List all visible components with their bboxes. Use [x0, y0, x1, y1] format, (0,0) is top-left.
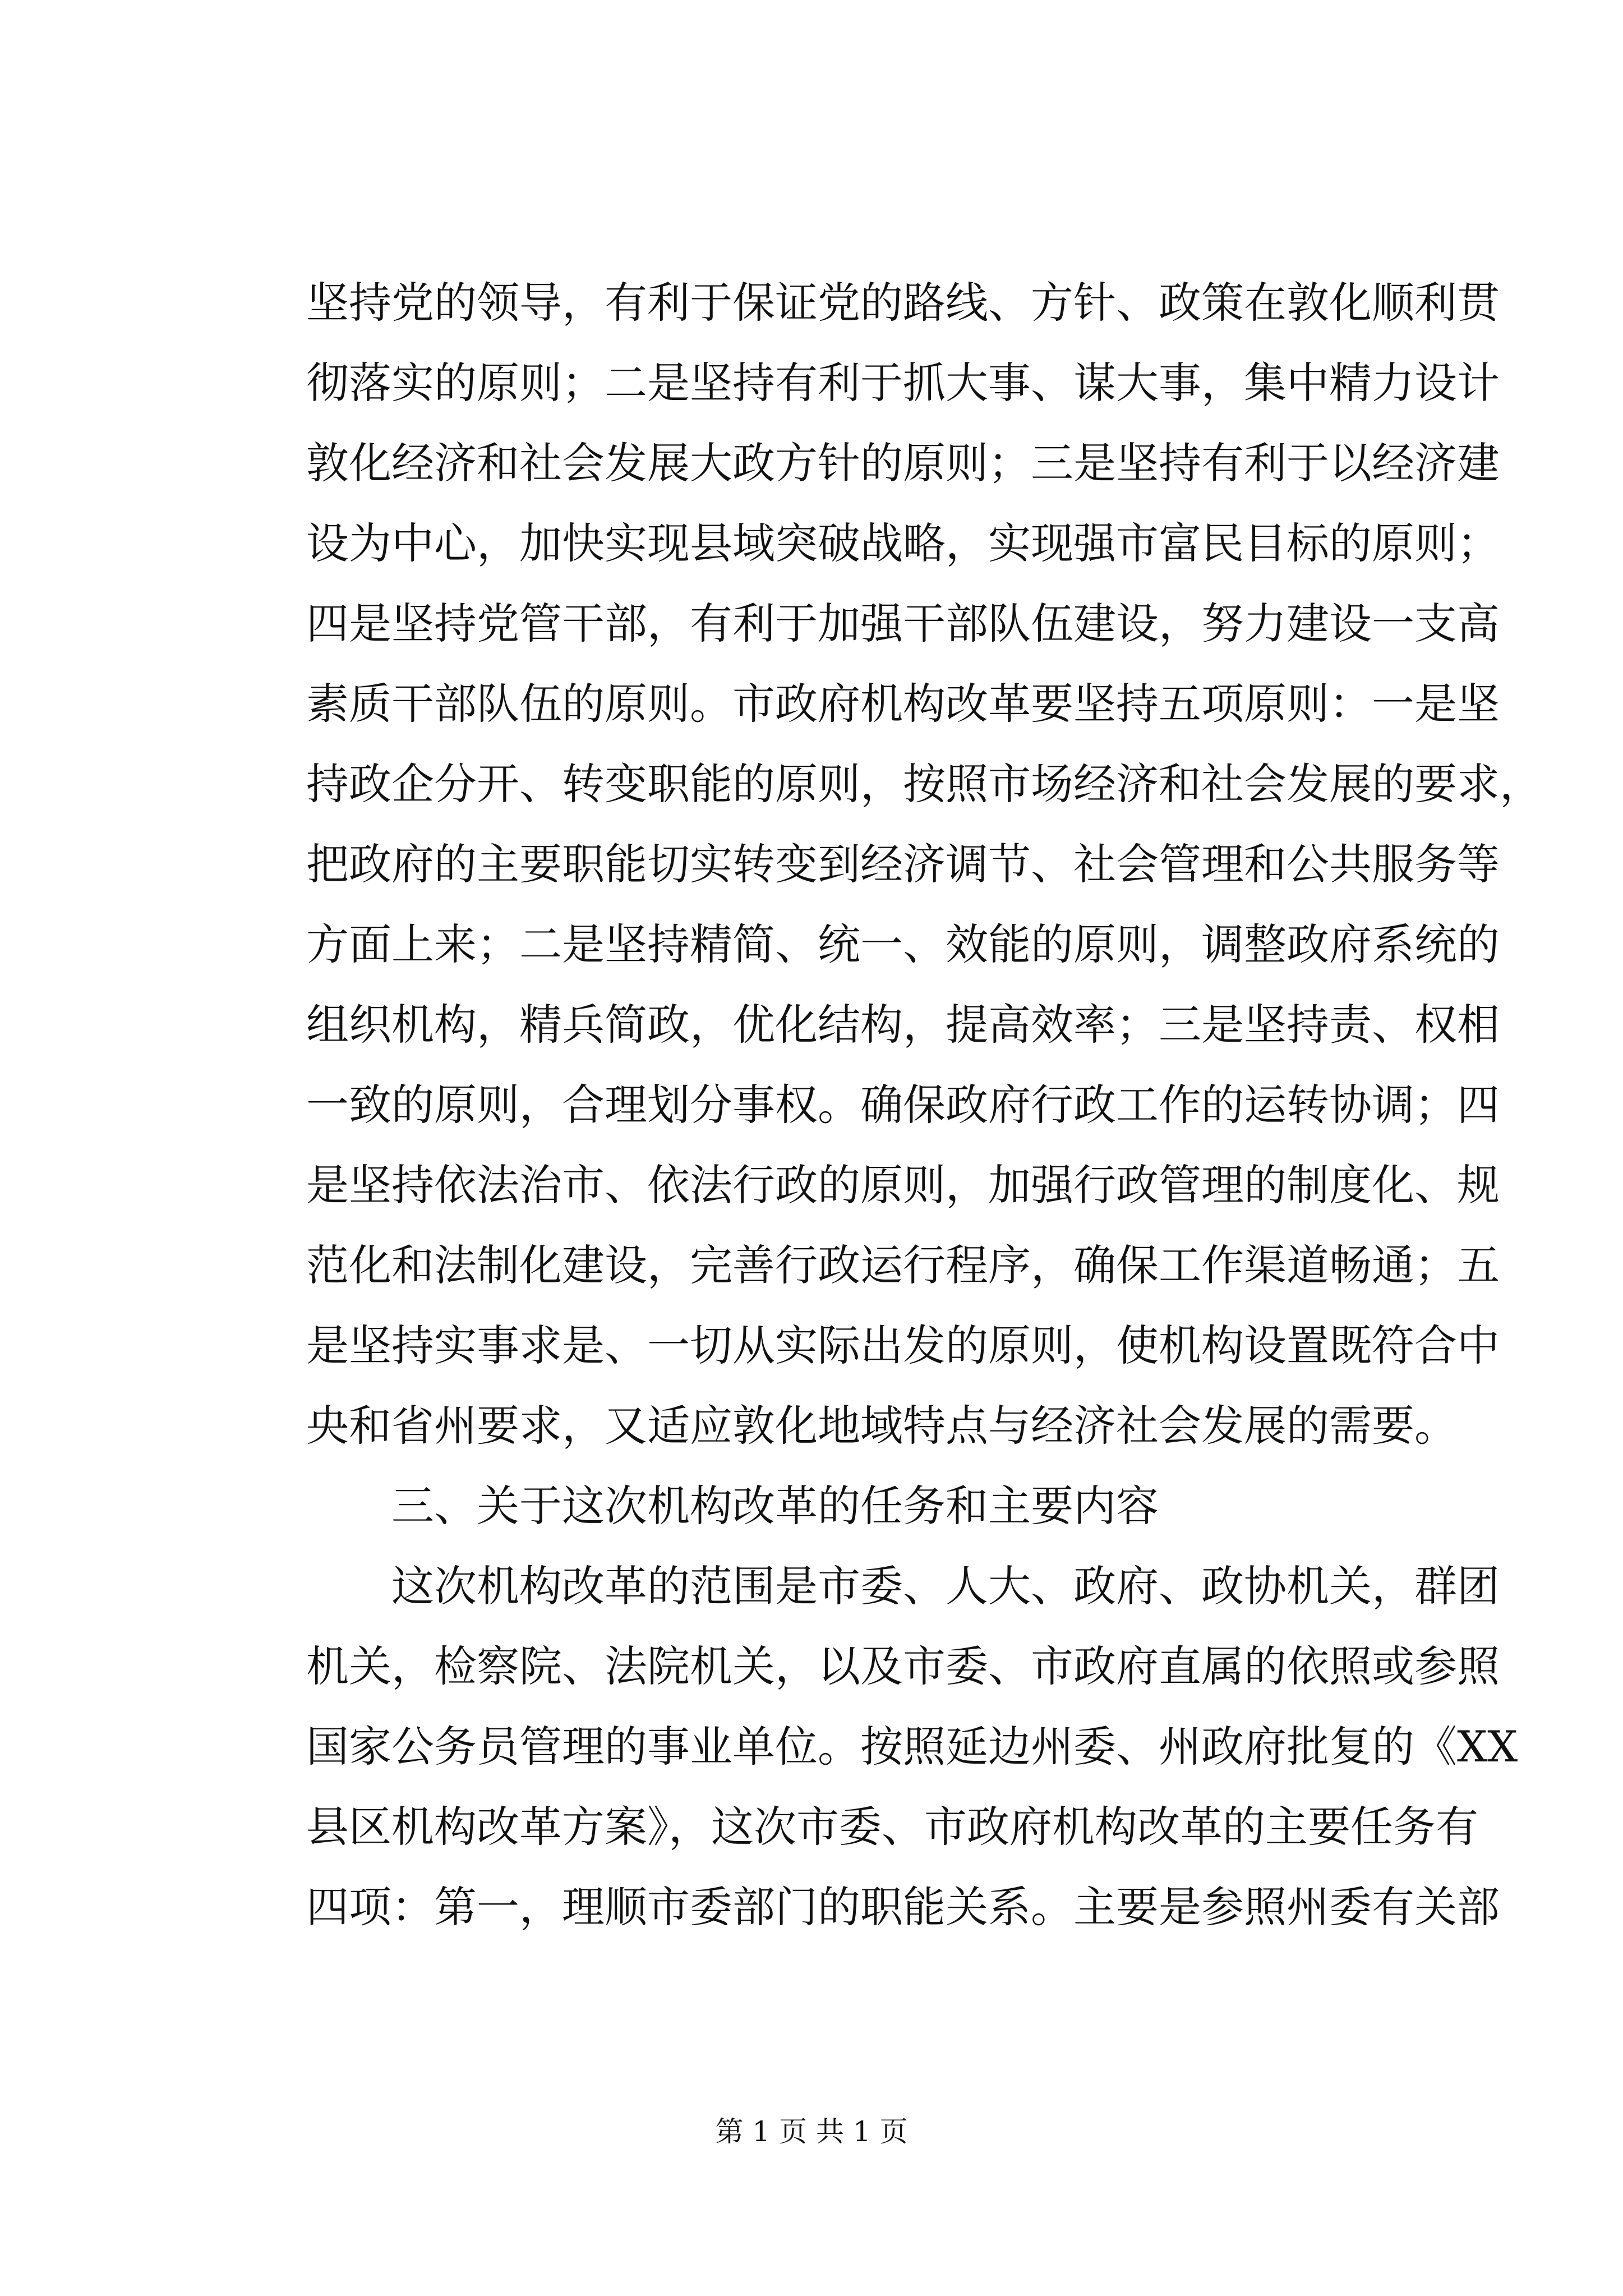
text-line-2: 彻落实的原则；二是坚持有利于抓大事、谋大事，集中精力设计: [306, 358, 1500, 408]
text-line-11: 一致的原则，合理划分事权。确保政府行政工作的运转协调；四: [306, 1080, 1500, 1130]
text-line-15: 央和省州要求，又适应敦化地域特点与经济社会发展的需要。: [306, 1401, 1457, 1451]
text-line-13: 范化和法制化建设，完善行政运行程序，确保工作渠道畅通；五: [306, 1240, 1500, 1290]
text-line-12: 是坚持依法治市、依法行政的原则，加强行政管理的制度化、规: [306, 1160, 1500, 1210]
text-line-10: 组织机构，精兵简政，优化结构，提高效率；三是坚持责、权相: [306, 1000, 1500, 1050]
text-line-19: 国家公务员管理的事业单位。按照延边州委、州政府批复的《XX: [306, 1722, 1518, 1772]
text-line-1: 坚持党的领导，有利于保证党的路线、方针、政策在敦化顺利贯: [306, 278, 1500, 328]
text-line-14: 是坚持实事求是、一切从实际出发的原则，使机构设置既符合中: [306, 1320, 1500, 1370]
text-line-3: 敦化经济和社会发展大政方针的原则；三是坚持有利于以经济建: [306, 438, 1500, 488]
page-footer: 第 1 页 共 1 页: [715, 2115, 908, 2148]
text-line-7: 持政企分开、转变职能的原则，按照市场经济和社会发展的要求，: [306, 759, 1542, 809]
text-line-17: 这次机构改革的范围是市委、人大、政府、政协机关，群团: [391, 1561, 1500, 1611]
section-heading: 三、关于这次机构改革的任务和主要内容: [391, 1481, 1159, 1531]
text-line-9: 方面上来；二是坚持精简、统一、效能的原则，调整政府系统的: [306, 919, 1500, 969]
text-line-21: 四项：第一，理顺市委部门的职能关系。主要是参照州委有关部: [306, 1882, 1500, 1932]
text-line-6: 素质干部队伍的原则。市政府机构改革要坚持五项原则：一是坚: [306, 679, 1500, 729]
text-line-5: 四是坚持党管干部，有利于加强干部队伍建设，努力建设一支高: [306, 599, 1500, 648]
text-line-20: 县区机构改革方案》，这次市委、市政府机构改革的主要任务有: [306, 1802, 1478, 1852]
text-line-8: 把政府的主要职能切实转变到经济调节、社会管理和公共服务等: [306, 839, 1500, 889]
text-line-4: 设为中心，加快实现县域突破战略，实现强市富民目标的原则；: [306, 518, 1500, 568]
text-line-18: 机关，检察院、法院机关，以及市委、市政府直属的依照或参照: [306, 1641, 1500, 1691]
